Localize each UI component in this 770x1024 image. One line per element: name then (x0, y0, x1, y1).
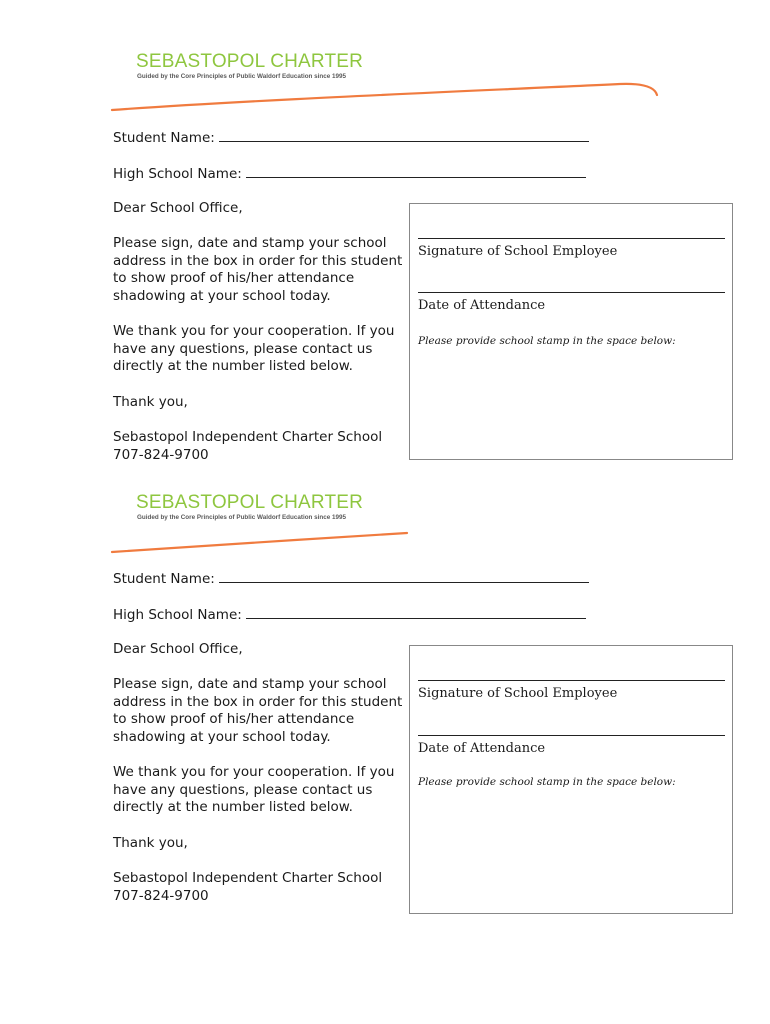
student-name-label: Student Name: (113, 571, 215, 587)
high-school-name-row (113, 165, 586, 182)
school-name: Sebastopol Independent Charter School (113, 870, 383, 886)
date-label: Date of Attendance (418, 741, 546, 756)
high-school-name-field[interactable] (246, 606, 586, 619)
student-name-field[interactable] (219, 129, 589, 142)
phone-number: 707-824-9700 (113, 888, 209, 904)
student-name-row (113, 129, 589, 146)
thanks-paragraph: We thank you for your cooperation. If you have any questions, please contact us directly at the number listed below. (113, 323, 395, 374)
signature-line[interactable] (418, 238, 725, 239)
student-name-field[interactable] (219, 570, 589, 583)
attendance-form-1 (0, 0, 770, 470)
stamp-instructions: Please provide school stamp in the space below: (418, 335, 676, 347)
signature-box (409, 203, 733, 460)
logo-title: SEBASTOPOL CHARTER (136, 492, 364, 513)
greeting: Dear School Office, (113, 200, 243, 216)
logo-tagline: Guided by the Core Principles of Public Waldorf Education since 1995 (137, 514, 347, 521)
phone-number: 707-824-9700 (113, 447, 209, 463)
logo-title: SEBASTOPOL CHARTER (136, 51, 364, 72)
attendance-form-2 (0, 441, 770, 911)
date-line[interactable] (418, 292, 725, 293)
date-line[interactable] (418, 735, 725, 736)
signature-label: Signature of School Employee (418, 244, 618, 259)
closing: Thank you, (113, 394, 188, 410)
thanks-paragraph: We thank you for your cooperation. If you have any questions, please contact us directly at the number listed below. (113, 764, 395, 815)
high-school-name-row (113, 606, 586, 623)
high-school-name-label: High School Name: (113, 166, 242, 182)
logo-tagline: Guided by the Core Principles of Public Waldorf Education since 1995 (137, 73, 347, 80)
school-name: Sebastopol Independent Charter School (113, 429, 383, 445)
logo-swoosh (0, 441, 770, 571)
logo-swoosh (0, 0, 770, 130)
date-label: Date of Attendance (418, 298, 546, 313)
signature-line[interactable] (418, 680, 725, 681)
high-school-name-label: High School Name: (113, 607, 242, 623)
signature-box (409, 645, 733, 914)
closing: Thank you, (113, 835, 188, 851)
student-name-row (113, 570, 589, 587)
instructions-paragraph: Please sign, date and stamp your school address in the box in order for this student to show proof of his/her attendance shadowing at your school today. (113, 235, 403, 304)
signature-label: Signature of School Employee (418, 686, 618, 701)
instructions-paragraph: Please sign, date and stamp your school address in the box in order for this student to show proof of his/her attendance shadowing at your school today. (113, 676, 403, 745)
student-name-label: Student Name: (113, 130, 215, 146)
stamp-instructions: Please provide school stamp in the space below: (418, 776, 676, 788)
high-school-name-field[interactable] (246, 165, 586, 178)
greeting: Dear School Office, (113, 641, 243, 657)
